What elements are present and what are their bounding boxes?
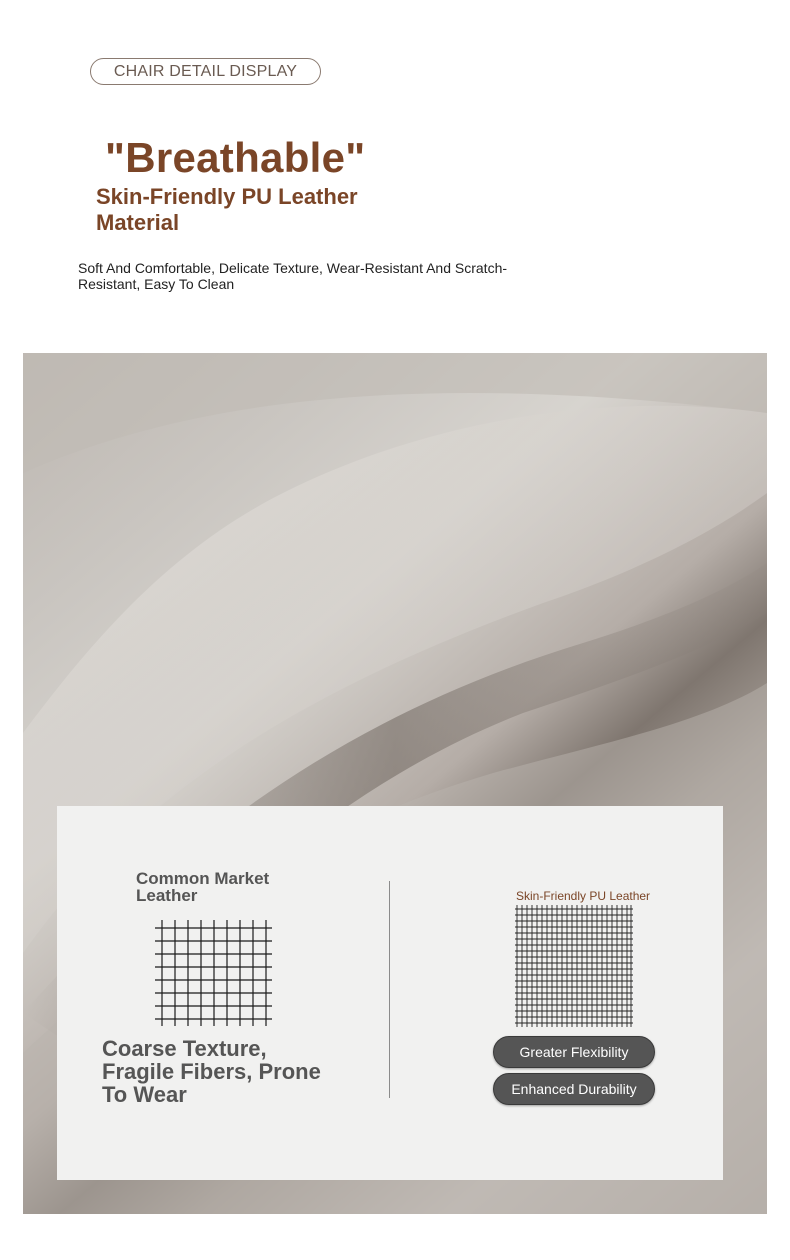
section-label: CHAIR DETAIL DISPLAY <box>90 58 321 85</box>
common-leather-title: Common Market Leather <box>136 869 270 905</box>
feature-pill-flexibility: Greater Flexibility <box>493 1036 655 1068</box>
fine-grid-icon <box>515 905 633 1027</box>
coarse-grid-icon <box>155 920 272 1026</box>
feature-pill-durability: Enhanced Durability <box>493 1073 655 1105</box>
description: Soft And Comfortable, Delicate Texture, Wear-Resistant And Scratch-Resistant, Easy To Clean <box>78 260 508 292</box>
subheadline: Skin-Friendly PU Leather Material <box>96 184 358 235</box>
pu-leather-title: Skin-Friendly PU Leather <box>516 889 651 903</box>
column-divider <box>389 881 390 1098</box>
common-leather-caption: Coarse Texture, Fragile Fibers, Prone To Wear <box>102 1036 321 1107</box>
headline: "Breathable" <box>105 134 366 181</box>
